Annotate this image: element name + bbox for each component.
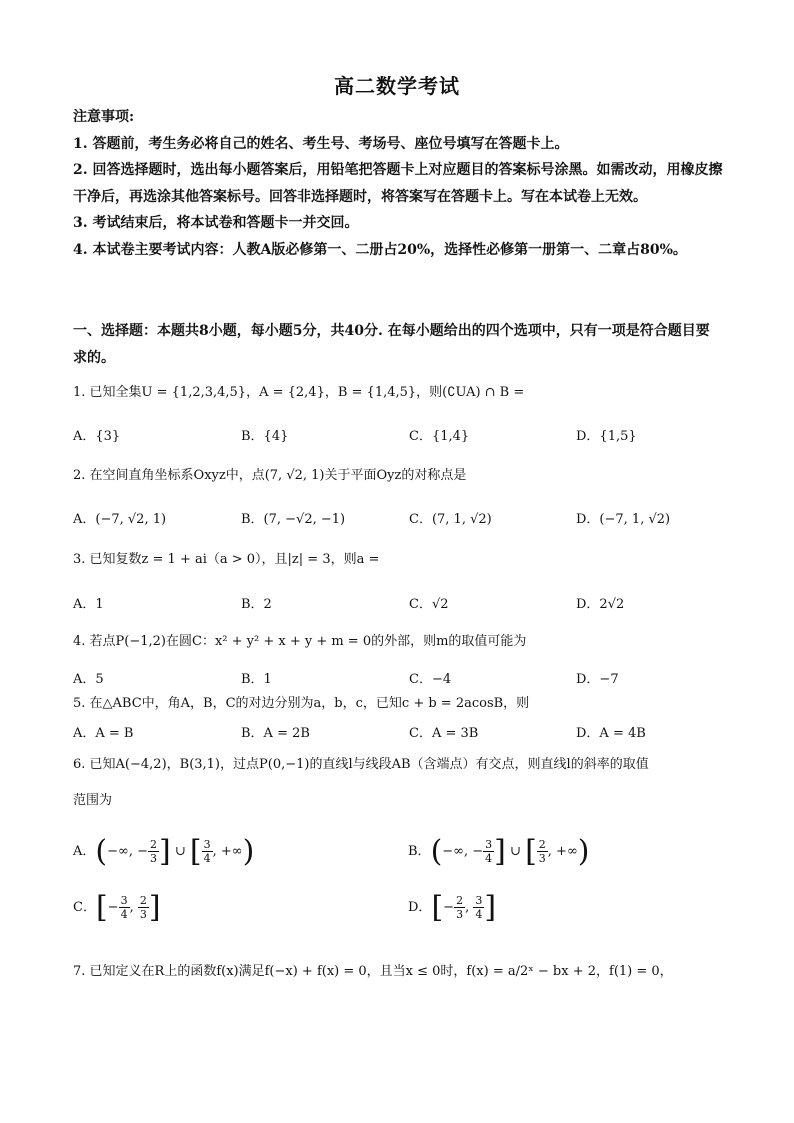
note-item: 4. 本试卷主要考试内容：人教A版必修第一、二册占20%，选择性必修第一册第一、二章占80%。 [73, 241, 687, 258]
option-c: C．[− $\frac{3}{4}$ , $\frac{2}{3}$ ] [73, 890, 161, 925]
option-b: B．{4} [241, 429, 289, 444]
option-d: D．[− $\frac{2}{3}$ , $\frac{3}{4}$ ] [408, 890, 497, 925]
question-6-options-row2 [73, 890, 733, 930]
option-b: B．(7, −√2, −1) [241, 512, 346, 527]
section-heading: 一、选择题：本题共8小题，每小题5分，共40分. 在每小题给出的四个选项中，只有一项是符合题目要求的。 [73, 323, 710, 366]
question-4-stem: 4. 若点P(−1,2)在圆C：x² + y² + x + y + m = 0的外部，则m的取值可能为 [73, 634, 527, 649]
page-title: 高二数学考试 [334, 74, 460, 98]
option-d-label: D． [408, 900, 432, 915]
option-c-label: C． [73, 900, 96, 915]
question-2-options [73, 508, 733, 528]
option-c: C．A = 3B [409, 726, 479, 741]
option-a: A．5 [73, 672, 104, 687]
question-6-stem-continued: 范围为 [73, 793, 113, 808]
notes-block [73, 104, 723, 263]
option-a: A．{3} [73, 429, 121, 444]
question-5-stem: 5. 在△ABC中，角A，B，C的对边分别为a，b，c，已知c + b = 2acosB，则 [73, 696, 530, 711]
question-2-stem: 2. 在空间直角坐标系Oxyz中，点(7, √2, 1)关于平面Oyz的对称点是 [73, 468, 467, 483]
option-d: D．A = 4B [576, 726, 646, 741]
option-c: C．√2 [409, 597, 449, 612]
question-5-options [73, 722, 733, 742]
notes-heading: 注意事项: [73, 109, 135, 125]
question-3-stem: 3. 已知复数z = 1 + ai（a > 0），且|z| = 3，则a = [73, 552, 380, 567]
option-c: C．{1,4} [409, 429, 470, 444]
option-b-label: B． [408, 844, 431, 859]
question-6-stem: 6. 已知A(−4,2)，B(3,1)，过点P(0,−1)的直线l与线段AB（含端点）有交点，则直线l的斜率的取值 [73, 757, 649, 772]
option-b: B．A = 2B [241, 726, 310, 741]
option-d: D．−7 [576, 672, 619, 687]
note-item: 3. 考试结束后，将本试卷和答题卡一并交回。 [73, 215, 359, 231]
option-d: D．{1,5} [576, 429, 637, 444]
option-c: C．−4 [409, 672, 452, 687]
option-b: B．1 [241, 672, 272, 687]
option-b: B．2 [241, 597, 272, 612]
question-3-options [73, 593, 733, 613]
option-d: D．(−7, 1, √2) [576, 512, 671, 527]
question-6-options-row1 [73, 826, 733, 869]
question-4-options [73, 668, 733, 688]
option-d: D．2√2 [576, 597, 625, 612]
option-a: A．(−7, √2, 1) [73, 512, 167, 527]
option-a: A．1 [73, 597, 104, 612]
option-a: A．A = B [73, 726, 134, 741]
note-item: 1. 答题前，考生务必将自己的姓名、考生号、考场号、座位号填写在答题卡上。 [73, 135, 569, 152]
option-a-label: A． [73, 844, 96, 859]
option-c: C．(7, 1, √2) [409, 512, 492, 527]
note-item: 2. 回答选择题时，选出每小题答案后，用铅笔把答题卡上对应题目的答案标号涂黑。如需改动，用橡皮擦干净后，再选涂其他答案标号。回答非选择题时，将答案写在答题卡上。写在本试卷上无效。 [73, 162, 723, 205]
question-7-stem: 7. 已知定义在R上的函数f(x)满足f(−x) + f(x) = 0，且当x ≤ 0时，f(x) = a/2ˣ − bx + 2，f(1) = 0， [73, 964, 673, 979]
question-1-options [73, 425, 733, 445]
option-b: B．(−∞, − $\frac{3}{4}$ ] ∪ [ $\frac{2}{3}$ , +∞) [408, 834, 590, 869]
option-a: A．(−∞, − $\frac{2}{3}$ ] ∪ [ $\frac{3}{4}$ , +∞) [73, 834, 255, 869]
question-1-stem: 1. 已知全集U = {1,2,3,4,5}，A = {2,4}，B = {1,4,5}，则(∁UA) ∩ B = [73, 385, 525, 400]
